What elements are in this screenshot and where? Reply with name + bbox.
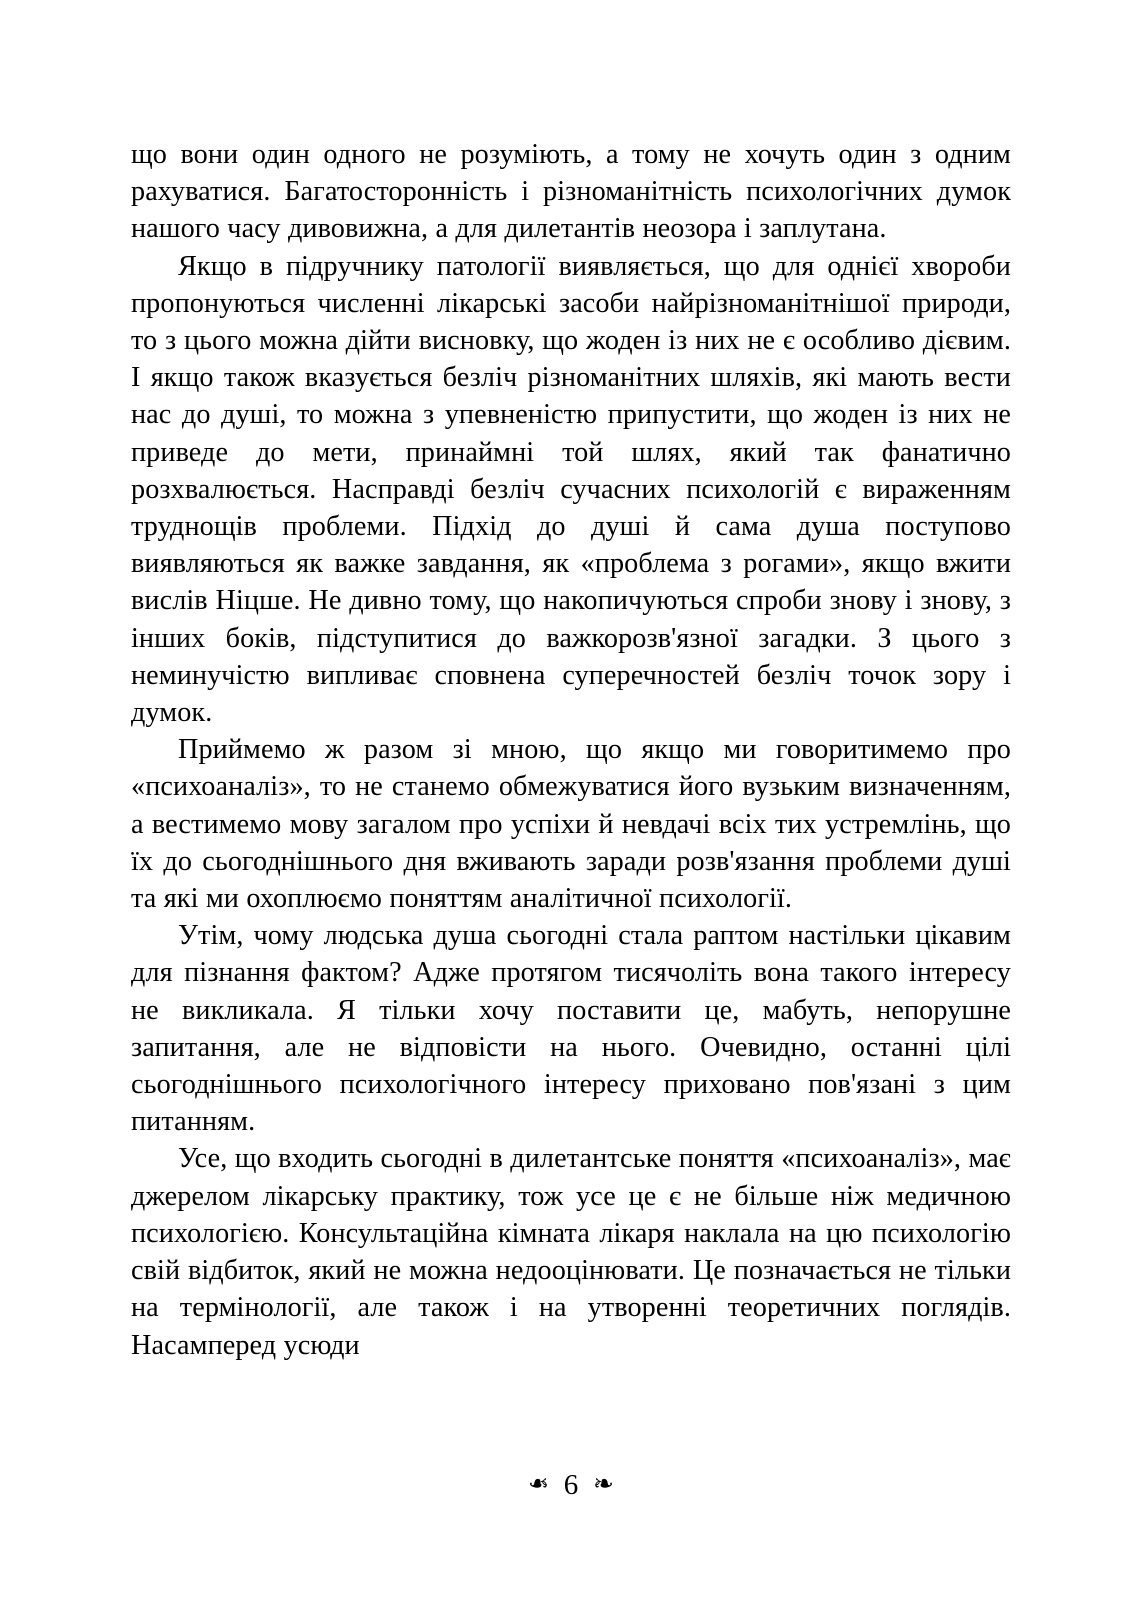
leaf-ornament-icon: ❧ — [528, 1471, 549, 1498]
body-paragraph: Приймемо ж разом зі мною, що якщо ми говоритимемо про «психоаналіз», то не станемо обмежуватися його вузьким визначенням, а вестимемо мову загалом про успіхи й невдачі всіх тих устремлінь, що їх до сьогоднішнього дня вживають заради розв'язання проблеми душі та які ми охоплюємо поняттям аналітичної психології. — [131, 734, 1011, 915]
body-paragraph: що вони один одного не розуміють, а тому не хочуть один з одним рахуватися. Багатосторонність і різноманітність психологічних думок нашого часу дивовижна, а для дилетантів неозора і заплутана. — [131, 139, 1011, 245]
page-text-block — [131, 136, 1011, 1364]
body-paragraph: Усе, що входить сьогодні в дилетантське поняття «психоаналіз», має джерелом лікарську практику, тож усе це є не більше ніж медичною психологією. Консультаційна кімната лікаря наклала на цю психологію свій відбиток, який не можна недооцінювати. Це позначається не тільки на термінології, але також і на утворенні теоретичних поглядів. Насамперед усюди — [131, 1143, 1011, 1361]
page-footer — [0, 1468, 1142, 1503]
leaf-ornament-icon: ❧ — [593, 1471, 614, 1498]
body-paragraph: Якщо в підручнику патології виявляється, що для однієї хвороби пропонуються численні лікарські засоби найрізноманітнішої природи, то з цього можна дійти висновку, що жоден із них не є особливо дієвим. І якщо також вказується безліч різноманітних шляхів, які мають вести нас до душі, то можна з упевненістю припустити, що жоден із них не приведе до мети, принаймні той шлях, який так фанатично розхвалюється. Насправді безліч сучасних психологій є вираженням труднощів проблеми. Підхід до душі й сама душа поступово виявляються як важке завдання, як «проблема з рогами», якщо вжити вислів Ніцше. Не дивно тому, що накопичуються спроби знову і знову, з інших боків, підступитися до важкорозв'язної загадки. З цього з неминучістю випливає сповнена суперечностей безліч точок зору і думок. — [131, 250, 1011, 729]
page-number: 6 — [563, 1469, 579, 1501]
body-paragraph: Утім, чому людська душа сьогодні стала раптом настільки цікавим для пізнання фактом? Адже протягом тисячоліть вона такого інтересу не викликала. Я тільки хочу поставити це, мабуть, непорушне запитання, але не відповісти на нього. Очевидно, останні цілі сьогоднішнього психологічного інтересу приховано пов'язані з цим питанням. — [131, 920, 1011, 1138]
